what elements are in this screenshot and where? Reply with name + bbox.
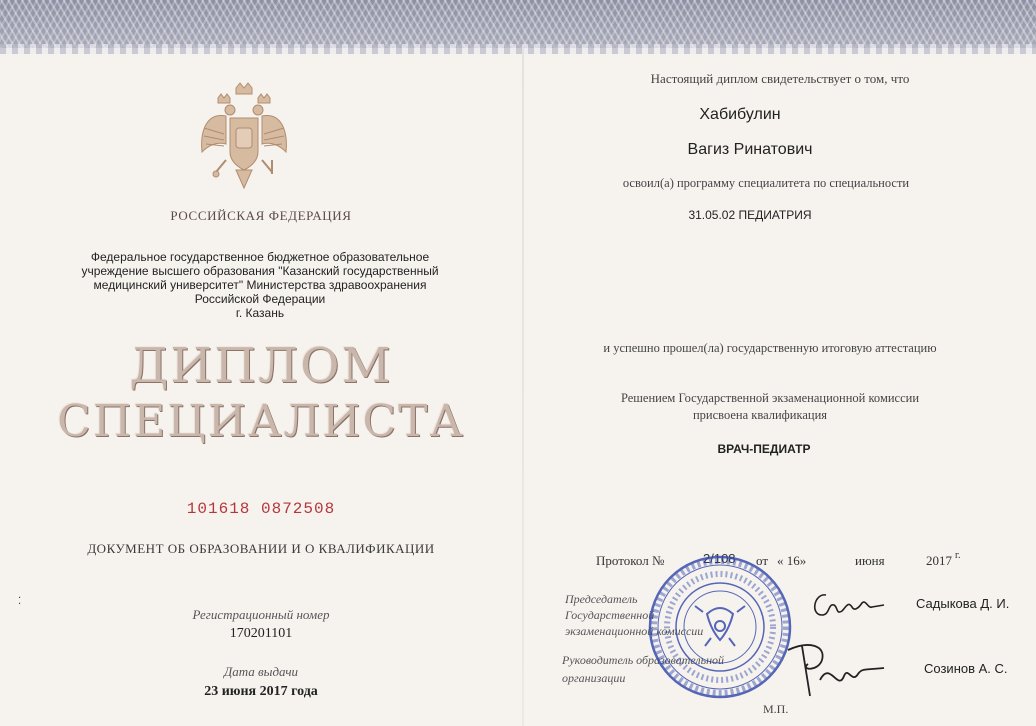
chair-signature-icon: [808, 585, 888, 625]
country-name: РОССИЙСКАЯ ФЕДЕРАЦИЯ: [170, 208, 352, 223]
protocol-day: « 16»: [777, 553, 807, 568]
margin-dots: ⁚: [18, 596, 22, 607]
issue-date-label: Дата выдачи: [223, 664, 299, 679]
org-line: Федеральное государственное бюджетное образовательное: [90, 250, 430, 264]
protocol-year-suffix: г.: [955, 550, 961, 561]
head-title-line: Руководитель образовательной: [562, 653, 725, 667]
chair-title-line: Председатель: [565, 592, 638, 606]
head-signature-icon: [780, 640, 890, 700]
org-line: учреждение высшего образования "Казанский государственный: [81, 264, 439, 278]
org-line: медицинский университет" Министерства здравоохранения: [93, 278, 427, 292]
commission-decision: Решением Государственной экзаменационной комиссии: [620, 391, 920, 405]
graduate-surname: Хабибулин: [699, 106, 781, 123]
diploma-title-line1: ДИПЛОМ: [129, 338, 393, 394]
graduate-given-names: Вагиз Ринатович: [687, 141, 813, 158]
protocol-number: 2/108: [703, 551, 736, 566]
diploma-title-line2: СПЕЦИАЛИСТА: [57, 396, 465, 447]
protocol-from: от: [756, 553, 769, 568]
official-round-stamp-icon: [645, 552, 795, 702]
document-type: ДОКУМЕНТ ОБ ОБРАЗОВАНИИ И О КВАЛИФИКАЦИИ: [87, 541, 435, 556]
chair-title-line: Государственной: [565, 608, 655, 622]
double-headed-eagle-emblem-icon: [196, 82, 292, 194]
issue-date-value: 23 июня 2017 года: [204, 684, 318, 699]
certification-intro: Настоящий диплом свидетельствует о том, что: [650, 71, 910, 86]
registration-number-label: Регистрационный номер: [192, 607, 330, 622]
chair-name: Садыкова Д. И.: [916, 596, 1010, 611]
chair-title-line: экзаменационной комиссии: [565, 624, 704, 638]
protocol-label: Протокол №: [596, 553, 665, 568]
protocol-month: июня: [855, 553, 885, 568]
org-line: Российской Федерации: [194, 292, 326, 306]
protocol-year: 2017: [926, 553, 952, 568]
specialty: 31.05.02 ПЕДИАТРИЯ: [688, 208, 812, 222]
qualification-assigned-label: присвоена квалификация: [692, 408, 828, 422]
registration-number-value: 170201101: [229, 626, 293, 641]
org-line: г. Казань: [235, 306, 285, 320]
head-name: Созинов А. С.: [924, 661, 1008, 676]
program-statement: освоил(а) программу специалитета по специальности: [622, 176, 910, 190]
attestation-statement: и успешно прошел(ла) государственную итоговую аттестацию: [603, 341, 937, 355]
qualification: ВРАЧ-ПЕДИАТР: [717, 442, 811, 456]
diploma-serial-number: 101618 0872508: [186, 500, 336, 518]
head-title-line: организации: [562, 671, 626, 685]
seal-place-label: М.П.: [763, 702, 789, 716]
issuing-organization: [40, 250, 480, 320]
